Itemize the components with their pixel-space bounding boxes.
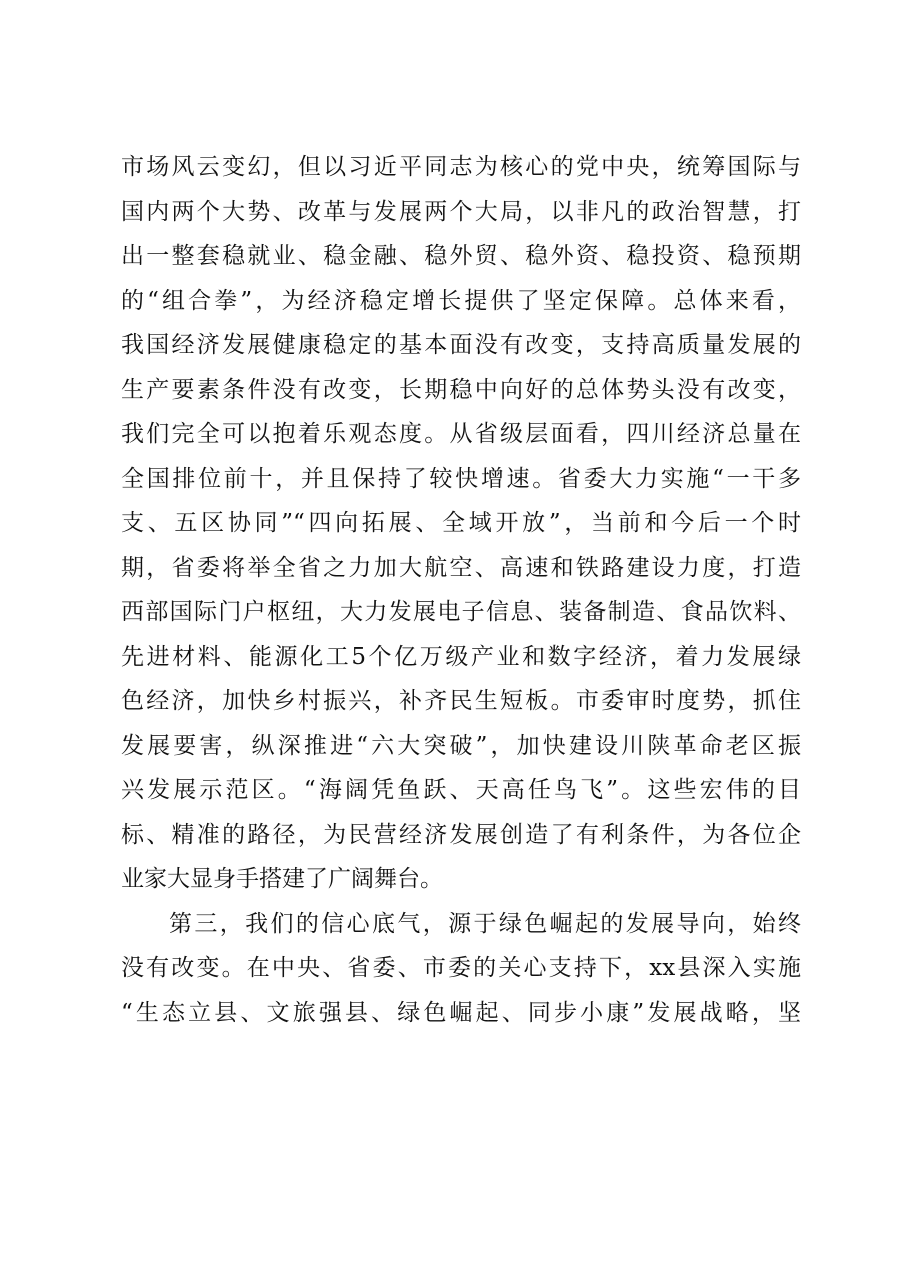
text-line: 色经济，加快乡村振兴，补齐民生短板。市委审时度势，抓住 [121, 688, 801, 714]
text-line: 生产要素条件没有改变，长期稳中向好的总体势头没有改变， [121, 376, 801, 403]
text-line: 没有改变。在中央、省委、市委的关心支持下，xx县深入实施 [121, 955, 801, 981]
text-line: 先进材料、能源化工5个亿万级产业和数字经济，着力发展绿 [121, 643, 801, 670]
text-line: 发展要害，纵深推进“六大突破”，加快建设川陕革命老区振 [121, 732, 801, 759]
text-line: 的“组合拳”，为经济稳定增长提供了坚定保障。总体来看， [121, 287, 801, 314]
document-body [121, 145, 801, 1035]
text-line: 我国经济发展健康稳定的基本面没有改变，支持高质量发展的 [121, 332, 801, 358]
text-line: 市场风云变幻，但以习近平同志为核心的党中央，统筹国际与 [121, 154, 801, 180]
text-line: 我们完全可以抱着乐观态度。从省级层面看，四川经济总量在 [121, 421, 801, 447]
text-line: 全国排位前十，并且保持了较快增速。省委大力实施“一干多 [121, 465, 801, 492]
text-line: 期，省委将举全省之力加大航空、高速和铁路建设力度，打造 [121, 554, 801, 581]
text-line: 标、精准的路径，为民营经济发展创造了有利条件，为各位企 [121, 821, 801, 848]
text-line: 国内两个大势、改革与发展两个大局，以非凡的政治智慧，打 [121, 198, 801, 225]
text-line: 西部国际门户枢纽，大力发展电子信息、装备制造、食品饮料、 [121, 599, 801, 625]
text-line: 出一整套稳就业、稳金融、稳外贸、稳外资、稳投资、稳预期 [121, 243, 801, 269]
text-line: 支、五区协同”“四向拓展、全域开放”，当前和今后一个时 [121, 510, 801, 536]
paragraph-end-line: 业家大显身手搭建了广阔舞台。 [121, 866, 443, 892]
paragraph-first-line: 第三，我们的信心底气，源于绿色崛起的发展导向，始终 [169, 910, 801, 937]
text-line: “生态立县、文旅强县、绿色崛起、同步小康”发展战略，坚 [121, 999, 801, 1026]
text-line: 兴发展示范区。“海阔凭鱼跃、天高任鸟飞”。这些宏伟的目 [121, 777, 801, 803]
